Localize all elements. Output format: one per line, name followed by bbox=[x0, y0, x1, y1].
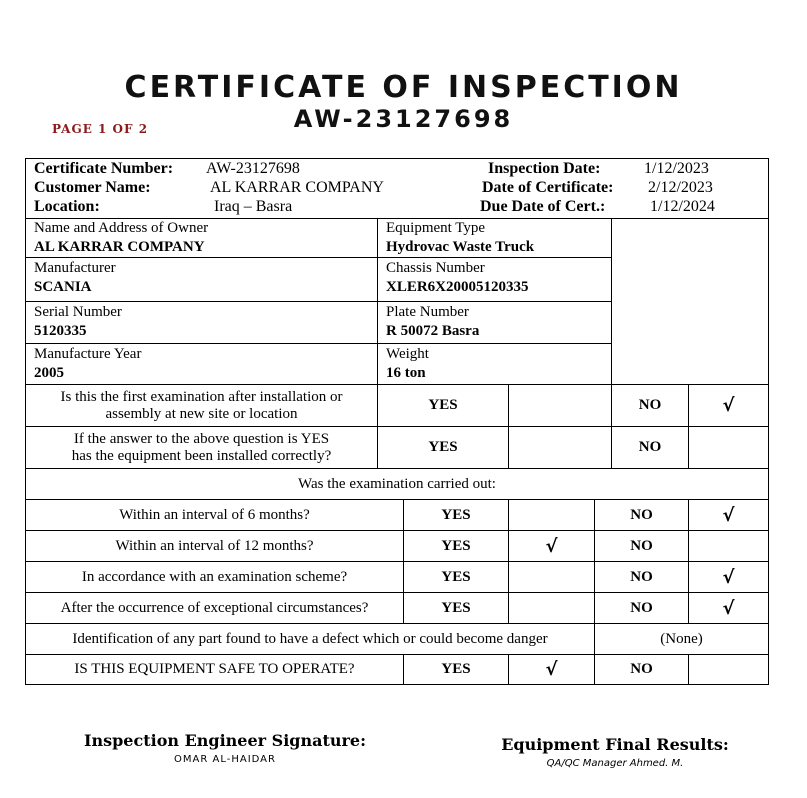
chassis-cell bbox=[378, 258, 612, 302]
manufacturer-value: SCANIA bbox=[34, 279, 92, 295]
certificate-id-heading: AW-23127698 bbox=[293, 105, 514, 133]
certificate-number-value: AW-23127698 bbox=[206, 160, 300, 177]
yes-label: YES bbox=[404, 562, 509, 592]
year-cell bbox=[26, 344, 378, 385]
no-check-mark: √ bbox=[722, 597, 735, 619]
equipment-type-label: Equipment Type bbox=[386, 220, 486, 236]
question-6-months: Within an interval of 6 months? bbox=[26, 500, 404, 530]
safe-to-operate-question: IS THIS EQUIPMENT SAFE TO OPERATE? bbox=[26, 655, 404, 684]
year-value: 2005 bbox=[34, 365, 64, 381]
yes-check-mark: √ bbox=[509, 531, 595, 561]
certificate-title: CERTIFICATE OF INSPECTION bbox=[124, 70, 683, 105]
owner-value: AL KARRAR COMPANY bbox=[34, 239, 205, 255]
engineer-signature-block bbox=[80, 731, 370, 765]
question-installed-correctly bbox=[26, 427, 378, 468]
final-results-block bbox=[475, 735, 755, 769]
no-check-mark: √ bbox=[722, 566, 735, 588]
no-label: NO bbox=[595, 531, 689, 561]
no-check-cell bbox=[689, 531, 768, 561]
defect-question: Identification of any part found to have a defect which or could become danger bbox=[26, 624, 595, 654]
weight-label: Weight bbox=[386, 346, 429, 362]
plate-value: R 50072 Basra bbox=[386, 323, 480, 339]
no-label: NO bbox=[595, 562, 689, 592]
carried-out-row bbox=[26, 469, 768, 500]
question-row-6-months bbox=[26, 500, 768, 531]
plate-cell bbox=[378, 302, 612, 344]
certificate-header-block bbox=[26, 159, 768, 219]
yes-label: YES bbox=[378, 427, 509, 468]
final-results-label: Equipment Final Results: bbox=[501, 735, 729, 754]
no-label: NO bbox=[595, 500, 689, 530]
yes-label: YES bbox=[404, 655, 509, 684]
serial-value: 5120335 bbox=[34, 323, 87, 339]
question-first-exam-line2: assembly at new site or location bbox=[105, 405, 298, 422]
question-installed-line1: If the answer to the above question is YES bbox=[73, 430, 330, 447]
no-label: NO bbox=[595, 655, 689, 684]
final-results-manager: QA/QC Manager Ahmed. M. bbox=[546, 758, 684, 769]
defect-value: (None) bbox=[660, 630, 703, 647]
no-label: NO bbox=[612, 427, 689, 468]
no-check-mark: √ bbox=[722, 504, 735, 526]
yes-label: YES bbox=[404, 531, 509, 561]
yes-check-cell bbox=[509, 593, 595, 623]
weight-cell bbox=[378, 344, 612, 385]
carried-out-heading: Was the examination carried out: bbox=[298, 475, 496, 492]
date-of-certificate-value: 2/12/2023 bbox=[648, 179, 713, 196]
manufacturer-cell bbox=[26, 258, 378, 302]
no-check-cell bbox=[689, 427, 768, 468]
customer-name-value: AL KARRAR COMPANY bbox=[210, 179, 384, 196]
yes-check-cell bbox=[509, 385, 612, 426]
question-first-exam-line1: Is this the first examination after installation or bbox=[60, 388, 343, 405]
inspection-sheet bbox=[25, 158, 769, 685]
question-exceptional-circumstances: After the occurrence of exceptional circumstances? bbox=[26, 593, 404, 623]
no-check-cell bbox=[689, 655, 768, 684]
safe-to-operate-row bbox=[26, 655, 768, 684]
inspection-date-value: 1/12/2023 bbox=[644, 160, 709, 177]
no-check-mark: √ bbox=[722, 395, 735, 416]
yes-label: YES bbox=[378, 385, 509, 426]
owner-label: Name and Address of Owner bbox=[34, 220, 209, 236]
question-examination-scheme: In accordance with an examination scheme? bbox=[26, 562, 404, 592]
certificate-number-label: Certificate Number: bbox=[34, 160, 174, 177]
question-row-installed-correctly bbox=[26, 427, 768, 469]
equipment-type-value: Hydrovac Waste Truck bbox=[386, 239, 535, 255]
yes-check-cell bbox=[509, 500, 595, 530]
due-date-label: Due Date of Cert.: bbox=[480, 198, 606, 215]
no-label: NO bbox=[595, 593, 689, 623]
chassis-value: XLER6X20005120335 bbox=[386, 279, 529, 295]
manufacturer-label: Manufacturer bbox=[34, 260, 116, 276]
question-row-12-months bbox=[26, 531, 768, 562]
engineer-name: OMAR AL-HAIDAR bbox=[174, 754, 276, 765]
yes-check-mark: √ bbox=[509, 655, 595, 684]
no-label: NO bbox=[612, 385, 689, 426]
date-of-certificate-label: Date of Certificate: bbox=[482, 179, 614, 196]
due-date-value: 1/12/2024 bbox=[650, 198, 715, 215]
question-12-months: Within an interval of 12 months? bbox=[26, 531, 404, 561]
question-first-exam bbox=[26, 385, 378, 426]
yes-label: YES bbox=[404, 593, 509, 623]
yes-label: YES bbox=[404, 500, 509, 530]
question-installed-line2: has the equipment been installed correctly? bbox=[71, 447, 332, 464]
yes-check-cell bbox=[509, 427, 612, 468]
yes-check-cell bbox=[509, 562, 595, 592]
equipment-type-cell bbox=[378, 218, 612, 258]
serial-label: Serial Number bbox=[34, 304, 122, 320]
page-label: PAGE 1 OF 2 bbox=[52, 122, 149, 136]
question-row-first-exam bbox=[26, 385, 768, 427]
question-row-examination-scheme bbox=[26, 562, 768, 593]
inspection-date-label: Inspection Date: bbox=[488, 160, 601, 177]
chassis-label: Chassis Number bbox=[386, 260, 485, 276]
weight-value: 16 ton bbox=[386, 365, 426, 381]
location-label: Location: bbox=[34, 198, 100, 215]
owner-cell bbox=[26, 218, 378, 258]
serial-cell bbox=[26, 302, 378, 344]
blank-photo-cell bbox=[612, 218, 768, 385]
engineer-signature-label: Inspection Engineer Signature: bbox=[83, 731, 367, 750]
location-value: Iraq – Basra bbox=[214, 198, 293, 215]
question-row-exceptional-circumstances bbox=[26, 593, 768, 624]
plate-label: Plate Number bbox=[386, 304, 469, 320]
year-label: Manufacture Year bbox=[34, 346, 142, 362]
customer-name-label: Customer Name: bbox=[34, 179, 151, 196]
defect-row bbox=[26, 624, 768, 655]
